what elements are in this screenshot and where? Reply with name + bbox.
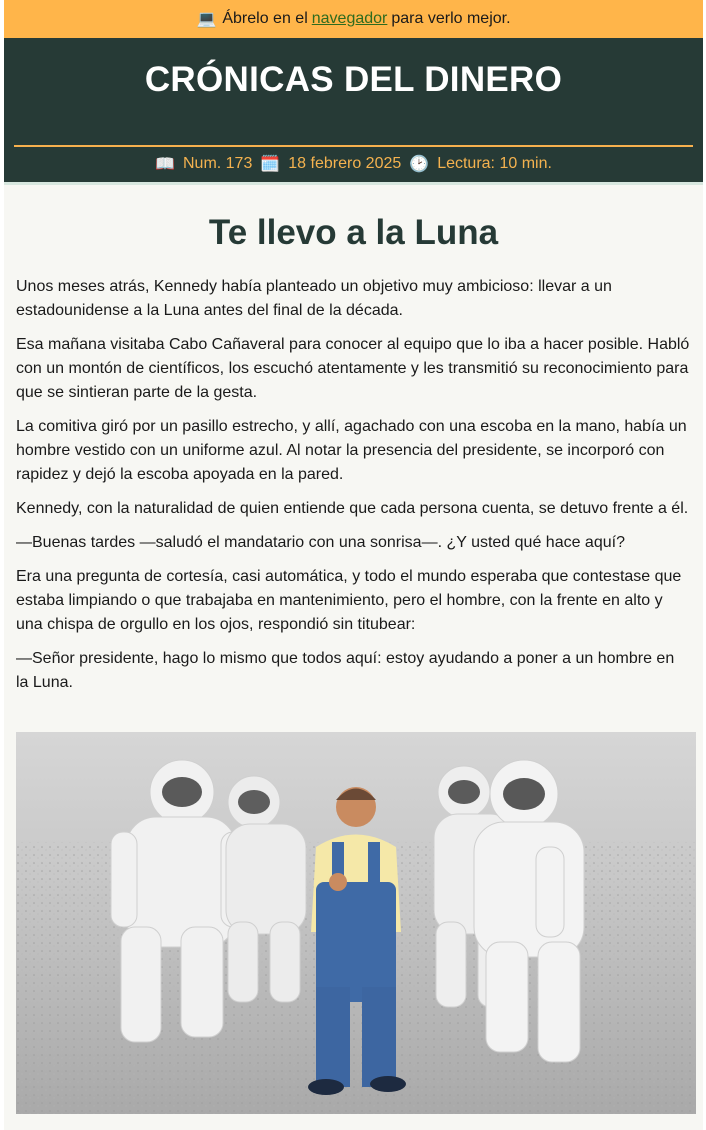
article-paragraph: La comitiva giró por un pasillo estrecho, y allí, agachado con una escoba en la mano, había un hombre vestido con un uniforme azul. Al notar la presencia del presidente, se incorporó con rapidez y dejó la escoba apoyada en la pared. xyxy=(16,418,687,483)
article-title: Te llevo a la Luna xyxy=(208,213,499,252)
issue-date: 18 febrero 2025 xyxy=(288,155,402,172)
header-divider xyxy=(14,145,693,147)
clock-icon: 🕑 xyxy=(409,156,430,173)
article-illustration xyxy=(16,732,696,1114)
banner-suffix: para verlo mejor. xyxy=(391,10,511,27)
article-paragraph: —Buenas tardes —saludó el mandatario con una sonrisa—. ¿Y usted qué hace aquí? xyxy=(16,534,625,551)
calendar-icon: 🗓️ xyxy=(260,156,281,173)
banner-prefix: Ábrelo en el xyxy=(222,10,308,27)
browser-banner xyxy=(4,0,703,38)
article-paragraph: Kennedy, con la naturalidad de quien entiende que cada persona cuenta, se detuvo frente a él. xyxy=(16,500,689,517)
laptop-icon: 💻 xyxy=(196,11,217,28)
article-paragraph: Unos meses atrás, Kennedy había planteado un objetivo muy ambicioso: llevar a un estadounidense a la Luna antes del final de la década. xyxy=(16,278,612,319)
article-paragraph: —Señor presidente, hago lo mismo que todos aquí: estoy ayudando a poner a un hombre en la Luna. xyxy=(16,650,675,691)
newsletter-title: CRÓNICAS DEL DINERO xyxy=(144,60,563,99)
issue-number: Num. 173 xyxy=(182,155,253,172)
newsletter-header xyxy=(4,38,703,146)
moon-janitor-image xyxy=(16,732,696,1114)
browser-link[interactable]: navegador xyxy=(311,10,388,27)
newsletter xyxy=(4,0,703,1130)
article-paragraph: Esa mañana visitaba Cabo Cañaveral para conocer al equipo que lo iba a hacer posible. Habló con un montón de científicos, los escuchó atentamente y les transmitió su reconocimiento para que se sintieran parte de la gesta. xyxy=(16,336,690,401)
article-body xyxy=(4,275,703,695)
article-paragraph: Era una pregunta de cortesía, casi automática, y todo el mundo esperaba que contestase que estaba limpiando o que trabajaba en mantenimiento, pero el hombre, con la frente en alto y una chispa de orgullo en los ojos, respondió sin titubear: xyxy=(16,568,682,633)
book-icon: 📖 xyxy=(155,156,175,173)
reading-time: Lectura: 10 min. xyxy=(437,155,552,172)
issue-meta xyxy=(4,146,703,185)
